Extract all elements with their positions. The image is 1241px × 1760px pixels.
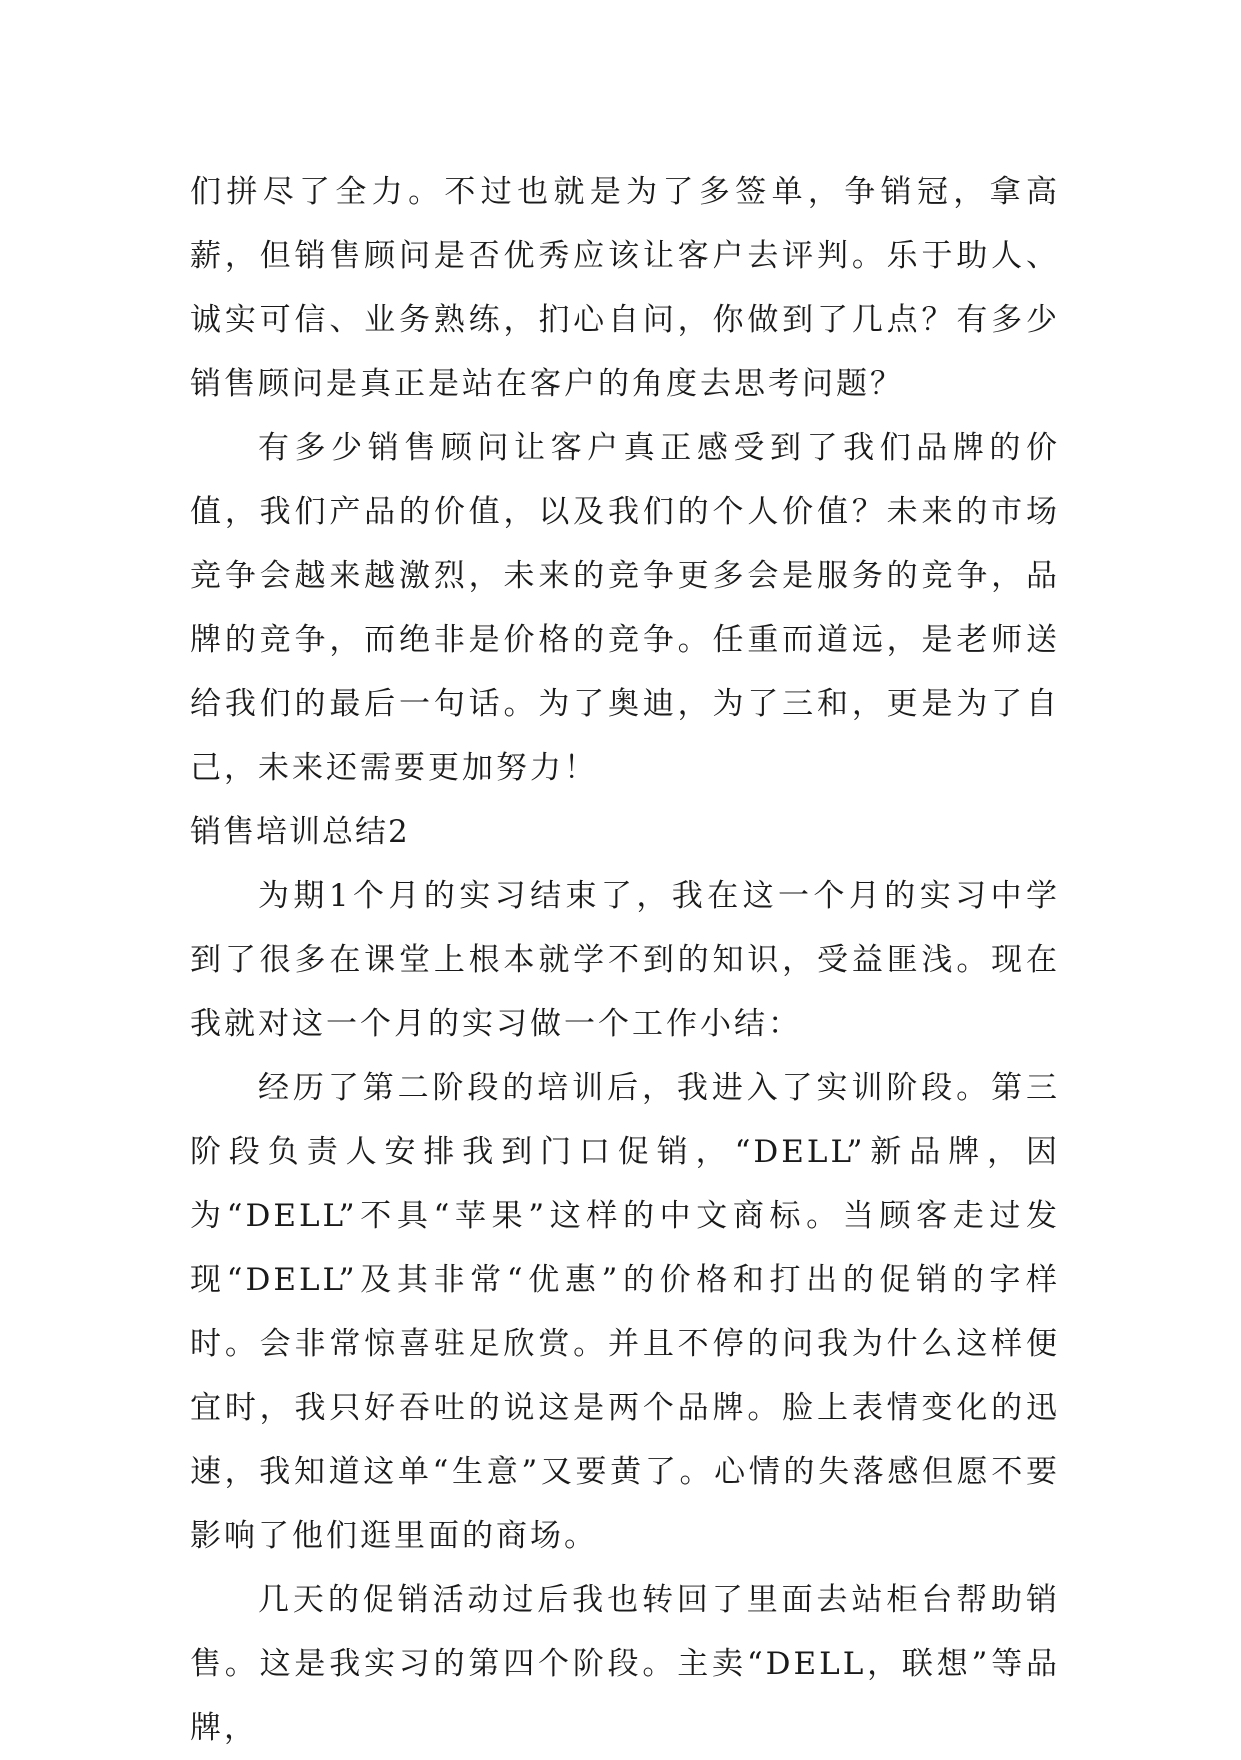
paragraph-continuation: 们拼尽了全力。不过也就是为了多签单，争销冠，拿高薪，但销售顾问是否优秀应该让客户去评判。乐于助人、诚实可信、业务熟练，扪心自问，你做到了几点？有多少销售顾问是真正是站在客户的角度去思考问题？ bbox=[190, 174, 1060, 402]
paragraph-internship-intro: 为期1个月的实习结束了，我在这一个月的实习中学到了很多在课堂上根本就学不到的知识，受益匪浅。现在我就对这一个月的实习做一个工作小结： bbox=[190, 878, 1060, 1042]
paragraph-brand-value: 有多少销售顾问让客户真正感受到了我们品牌的价值，我们产品的价值，以及我们的个人价值？未来的市场竞争会越来越激烈，未来的竞争更多会是服务的竞争，品牌的竞争，而绝非是价格的竞争。任重而道远，是老师送给我们的最后一句话。为了奥迪，为了三和，更是为了自己，未来还需要更加努力！ bbox=[190, 430, 1060, 786]
section-heading: 销售培训总结2 bbox=[190, 814, 410, 850]
paragraph-counter-stage: 几天的促销活动过后我也转回了里面去站柜台帮助销售。这是我实习的第四个阶段。主卖“DELL，联想”等品牌， bbox=[190, 1582, 1060, 1746]
paragraph-promotion-stage: 经历了第二阶段的培训后，我进入了实训阶段。第三阶段负责人安排我到门口促销，“DELL”新品牌，因为“DELL”不具“苹果”这样的中文商标。当顾客走过发现“DELL”及其非常“优惠”的价格和打出的促销的字样时。会非常惊喜驻足欣赏。并且不停的问我为什么这样便宜时，我只好吞吐的说这是两个品牌。脸上表情变化的迅速，我知道这单“生意”又要黄了。心情的失落感但愿不要影响了他们逛里面的商场。 bbox=[190, 1070, 1060, 1554]
document-body bbox=[190, 160, 1060, 1760]
